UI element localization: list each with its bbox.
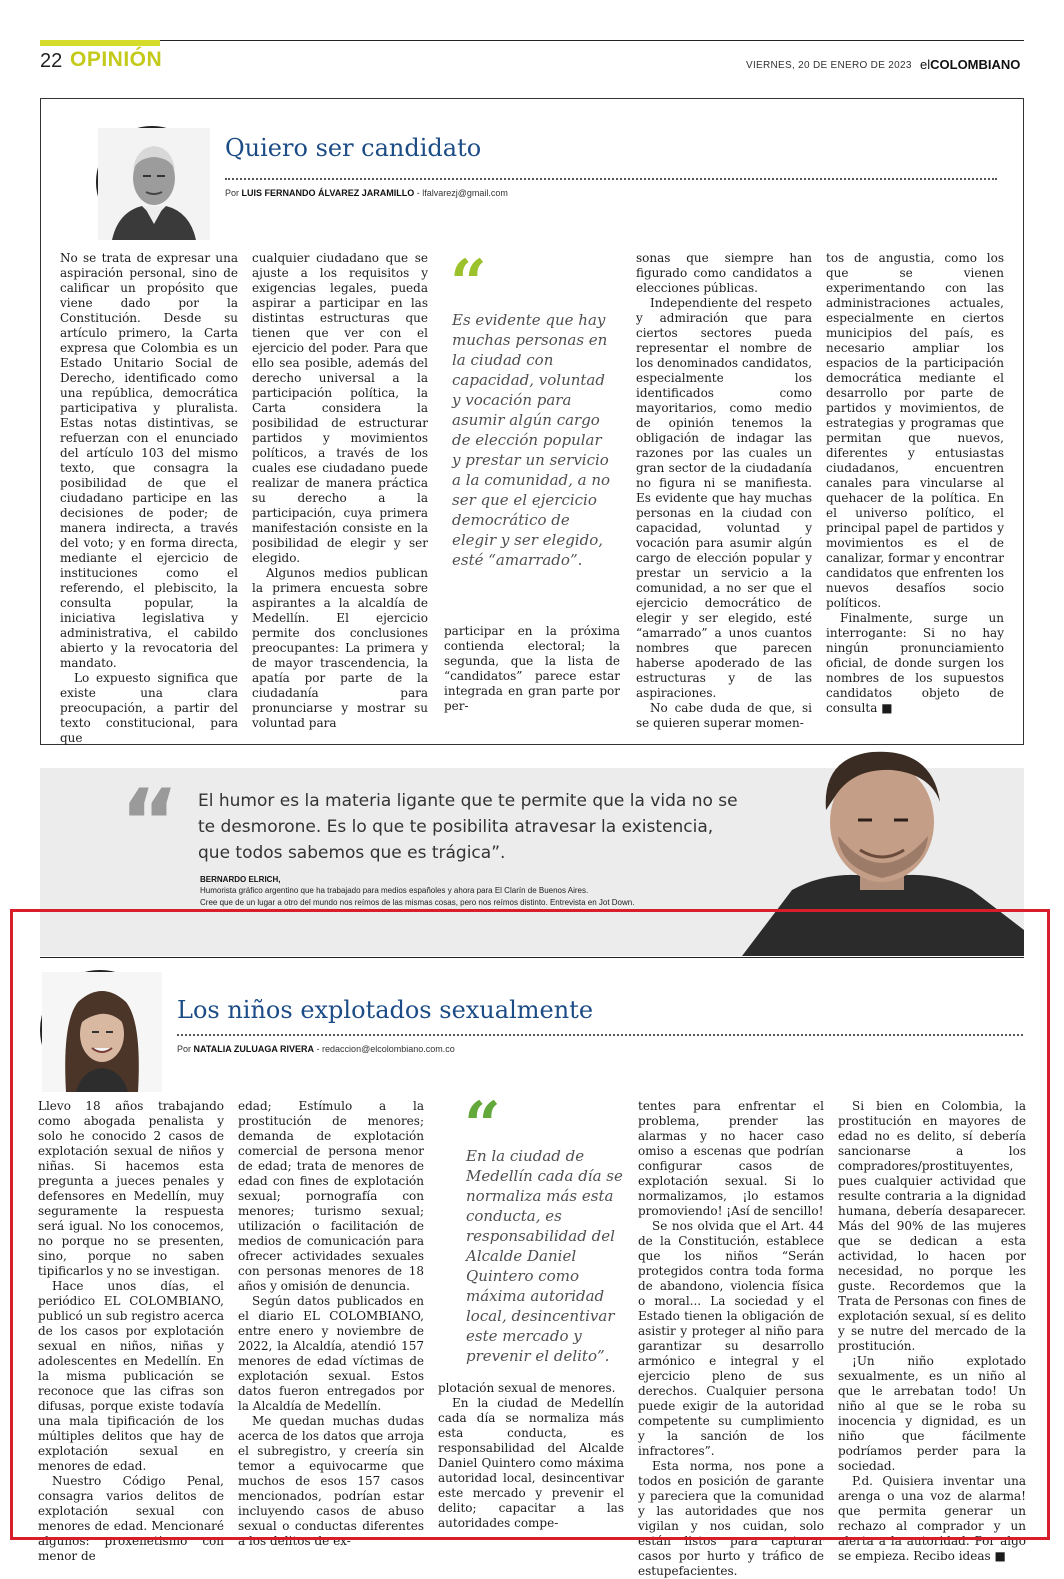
paragraph: No cabe duda de que, si se quieren superar momen- bbox=[636, 701, 812, 730]
author-2-name: NATALIA ZULUAGA RIVERA bbox=[193, 1044, 315, 1054]
quote-author-name: BERNARDO ELRICH, bbox=[200, 875, 281, 884]
paragraph: En la ciudad de Medellín cada día se normaliza más esta conducta, es responsabilidad del Alcalde Daniel Quintero como máxima autoridad local, desincentivar este mercado y prevenir el delito; capacitar a las autoridades compe- bbox=[438, 1396, 624, 1530]
paragraph: sonas que siempre han figurado como candidatos a elecciones públicas. bbox=[636, 251, 812, 295]
article-1-byline bbox=[225, 188, 508, 198]
quote-author-note: Cree que de un lugar a otro del mundo nos reímos de las mismas cosas, pero nos reímos distinto. Entrevista en Jot Down. bbox=[200, 898, 635, 907]
article-1-column-4 bbox=[636, 251, 812, 730]
author-2-email[interactable]: - redaccion@elcolombiano.com.co bbox=[316, 1044, 455, 1054]
article-1-pull-quote: Es evidente que hay muchas personas en la ciudad con capacidad, voluntad y vocación para asumir algún cargo de elección popular y prestar un servicio a la comunidad, a no ser que el ejercicio democrático de elegir y ser elegido, esté “amarrado”. bbox=[452, 311, 611, 569]
paragraph: Me quedan muchas dudas acerca de los datos que arroja el subregistro, y creería sin temor a equivocarme que muchos de esos 157 casos mencionados, podrían estar incluyendo casos de abuso sexual o conductas diferentes a los delitos de ex- bbox=[238, 1414, 424, 1548]
article-1-column-5 bbox=[826, 251, 1004, 715]
paragraph: Algunos medios publican la primera encuesta sobre aspirantes a la alcaldía de Medellín. El ejercicio permite dos conclusiones preocupantes: La primera y de mayor trascendencia, la apatía por parte de la ciudadanía para pronunciarse y mostrar su voluntad para bbox=[252, 566, 428, 730]
author-1-portrait bbox=[98, 128, 210, 240]
masthead-name: COLOMBIANO bbox=[930, 57, 1021, 72]
paragraph: cualquier ciudadano que se ajuste a los requisitos y exigencias legales, pueda aspirar a participar en las distintas estructuras que tienen que ver con el ejercicio del poder. Para que ello sea posible, además del derecho universal a la participación política, la Carta considera la posibilidad de estructurar partidos y movimientos políticos, a través de los cuales ese ciudadano puede realizar de manera práctica su derecho a la participación, cuya primera manifestación consiste en la posibilidad de elegir y ser elegido. bbox=[252, 251, 428, 565]
paragraph: edad; Estímulo a la prostitución de menores; demanda de explotación comercial de persona menor de edad; trata de menores de edad con fines de explotación sexual; pornografía con menores; turismo sexual; utilización o facilitación de medios de comunicación para ofrecer actividades sexuales con personas menores de 18 años y omisión de denuncia. bbox=[238, 1099, 424, 1293]
paragraph: plotación sexual de menores. bbox=[438, 1381, 616, 1395]
article-2-pull-quote: En la ciudad de Medellín cada día se normaliza más esta conducta, es responsabilidad del Alcalde Daniel Quintero como máxima autoridad local, desincentivar este mercado y prevenir el delito”. bbox=[466, 1147, 623, 1365]
band-quote-mark-icon: “ bbox=[120, 770, 180, 875]
paragraph: Se nos olvida que el Art. 44 de la Constitución, establece que los niños “Serán protegidos contra toda forma de abandono, violencia física o moral... La sociedad y el Estado tienen la obligación de asistir y proteger al niño para garantizar su desarrollo armónico e integral y el ejercicio pleno de sus derechos. Cualquier persona puede exigir de la autoridad competente su cumplimiento y la sanción de los infractores”. bbox=[638, 1219, 824, 1458]
article-1-column-1 bbox=[60, 251, 238, 745]
article-2-title: Los niños explotados sexualmente bbox=[177, 996, 594, 1024]
author-1-avatar bbox=[96, 126, 208, 238]
paragraph: Según datos publicados en el diario EL COLOMBIANO, entre enero y noviembre de 2022, la Alcaldía, atendió 157 menores de edad víctimas de explotación sexual. Estos datos fueron entregados por la Alcaldía de Medellín. bbox=[238, 1294, 424, 1413]
section-accent-bar bbox=[40, 40, 160, 46]
paragraph: ¡Un niño explotado sexualmente, es un niño al que le arrebatan todo! Un niño al que se le roba su inocencia y dignidad, es un niño que fácilmente podríamos perder para la sociedad. bbox=[838, 1354, 1026, 1473]
paragraph: Esta norma, nos pone a todos en posición de garante y pareciera que la comunidad y las autoridades que nos vigilan y nos cuidan, solo están listos para capturar casos por hurto y tráfico de estupefacientes. bbox=[638, 1459, 824, 1578]
band-quote-text: El humor es la materia ligante que te permite que la vida no se te desmorone. Es lo que te posibilita atravesar la existencia, que todos sabemos que es trágica”. bbox=[198, 791, 738, 863]
paragraph: Lo expuesto significa que existe una clara preocupación, a partir del texto constitucional, para que bbox=[60, 671, 238, 745]
paragraph: Independiente del respeto y admiración que para ciertos sectores pueda representar el nombre de los denominados candidatos, especialmente los identificados como mayoritarios, como medio de opinión tenemos la obligación de indagar las razones por las cuales un gran sector de la ciudadanía no figura ni se manifiesta. Es evidente que hay muchas personas en la ciudad con capacidad, voluntad y vocación para asumir algún cargo de elección popular y prestar un servicio a la comunidad, a no ser que el ejercicio democrático de elegir y ser elegido, esté “amarrado” a unos cuantos nombres que parecen haberse apoderado de las estructuras y de las aspiraciones. bbox=[636, 296, 812, 700]
paragraph: Nuestro Código Penal, consagra varios delitos de explotación sexual con menores de edad. Mencionaré algunos: proxenetismo con menor de bbox=[38, 1474, 224, 1563]
paragraph: tentes para enfrentar el problema, prender las alarmas y no hacer caso omiso a escenas que podrían configurar casos de explotación sexual. Si lo normalizamos, ¡lo estamos promoviendo! ¡Así de sencillo! bbox=[638, 1099, 824, 1218]
page-number: 22 bbox=[40, 50, 63, 72]
article-1-title: Quiero ser candidato bbox=[225, 134, 482, 162]
masthead-prefix: el bbox=[920, 57, 931, 72]
byline-prefix: Por bbox=[177, 1044, 192, 1054]
article-1-column-2 bbox=[252, 251, 428, 730]
author-1-email[interactable]: - lfalvarezj@gmail.com bbox=[416, 188, 508, 198]
top-rule bbox=[40, 40, 1024, 41]
quote-author-description: Humorista gráfico argentino que ha trabajado para medios españoles y ahora para El Clarín de Buenos Aires. bbox=[200, 886, 589, 895]
author-1-name: LUIS FERNANDO ÁLVAREZ JARAMILLO bbox=[241, 188, 415, 198]
paragraph: Finalmente, surge un interrogante: Si no hay ningún pronunciamiento oficial, de donde surgen los nombres de los supuestos candidatos objeto de consulta ■ bbox=[826, 611, 1004, 715]
section-name: OPINIÓN bbox=[70, 48, 163, 71]
issue-date: VIERNES, 20 DE ENERO DE 2023 bbox=[746, 60, 912, 71]
article-1-dotted-rule bbox=[225, 178, 997, 180]
byline-prefix: Por bbox=[225, 188, 240, 198]
paragraph: Llevo 18 años trabajando como abogada penalista y solo he conocido 2 casos de explotación sexual de niños y niñas. Si hacemos esta pregunta a jueces penales y defensores en Medellín, muy seguramente la respuesta será igual. No los conocemos, no porque no se presenten, sino, porque no saben tipificarlos y no se investigan. bbox=[38, 1099, 224, 1278]
paragraph: P.d. Quisiera inventar una arenga o una voz de alarma! que permita generar un rechazo al comprador y un alerta a la autoridad. Por algo se empieza. Recibo ideas ■ bbox=[838, 1474, 1026, 1563]
article-1-column-3 bbox=[444, 624, 620, 713]
paragraph: Hace unos días, el periódico EL COLOMBIANO, publicó un sub registro acerca de los casos por explotación sexual en niños, niñas y adolescentes en Medellín. En la misma publicación se reconoce que las cifras son difusas, porque existe todavía una mala tipificación de los múltiples delitos que hay de explotación sexual en menores de edad. bbox=[38, 1279, 224, 1473]
article-2-quote-mark-icon: “ bbox=[464, 1088, 501, 1163]
highlight-selection-box[interactable] bbox=[10, 909, 1050, 1540]
paragraph: tos de angustia, como los que se vienen experimentando con las administraciones actuales, especialmente en ciertos municipios del país, es necesario ampliar los espacios de la participación democrática mediante el desarrollo por parte de partidos y movimientos, de estrategias y programas que permitan que nuevos, diferentes y entusiastas ciudadanos, encuentren canales para vincularse al quehacer de la política. En el universo político, el principal papel de partidos y movimientos es el de canalizar, formar y encontrar candidatos que enfrenten los nuevos desafíos socio políticos. bbox=[826, 251, 1004, 610]
paragraph: No se trata de expresar una aspiración personal, sino de calificar un propósito que viene dado por la Constitución. Desde su artículo primero, la Carta expresa que Colombia es un Estado Unitario Social de Derecho, identificado como una república, democrática participativa y pluralista. Estas notas distintivas, se refuerzan con el enunciado del artículo 103 del mismo texto, que consagra la posibilidad de que el ciudadano participe en las decisiones de poder; de manera indirecta, a través del voto; y en forma directa, mediante el ejercicio de instituciones como el referendo, el plebiscito, la consulta popular, la iniciativa legislativa y administrativa, el cabildo abierto y la revocatoria del mandato. bbox=[60, 251, 238, 670]
paragraph: participar en la próxima contienda electoral; la segunda, que la lista de “candidatos” parece estar integrada en gran parte por per- bbox=[444, 624, 620, 713]
article-1-quote-mark-icon: “ bbox=[450, 246, 487, 321]
paragraph: Si bien en Colombia, la prostitución en mayores de edad no es delito, sí debería sancionarse a los compradores/prostituyentes, pues cualquier actividad que resulte contraria a la dignidad humana, debería desaparecer. Más del 90% de las mujeres que se dedican a esta actividad, lo hacen por necesidad, no porque les guste. Recordemos que la Trata de Personas con fines de explotación sexual, sí es delito y se nutre del mercado de la prostitución. bbox=[838, 1099, 1026, 1353]
masthead bbox=[920, 57, 1020, 72]
